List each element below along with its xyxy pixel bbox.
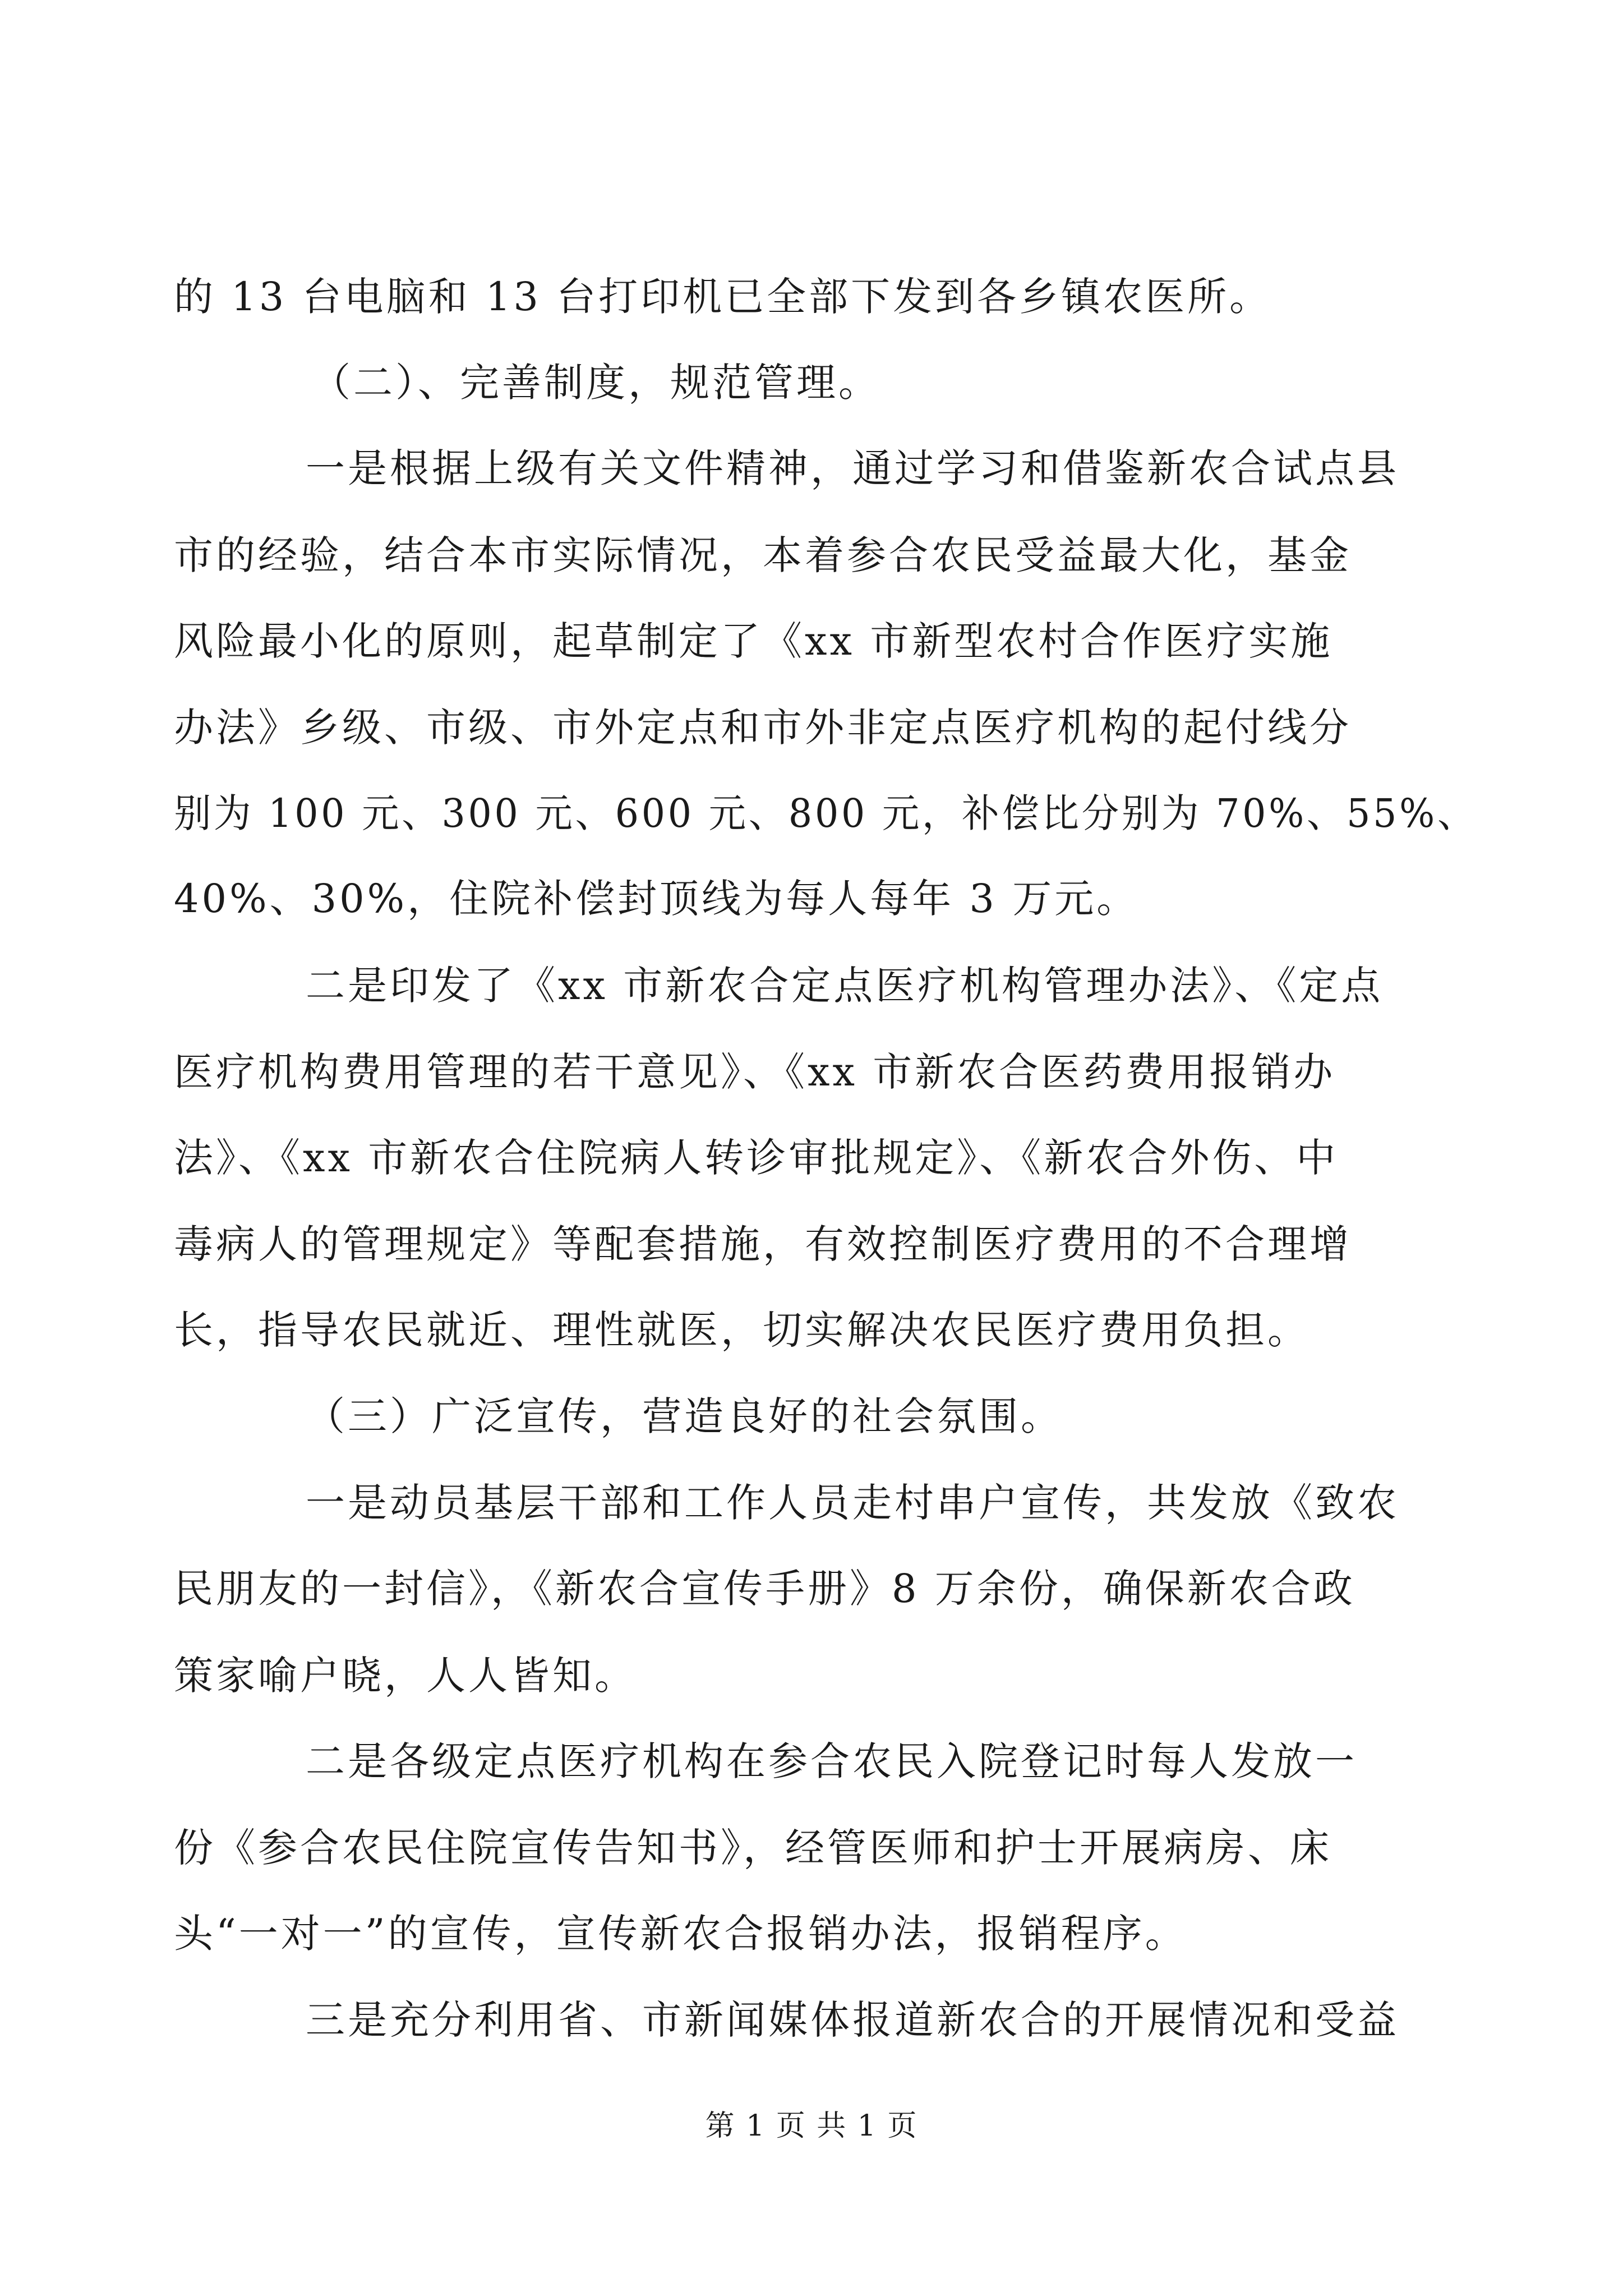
body-line: 办法》乡级、市级、市外定点和市外非定点医疗机构的起付线分	[174, 705, 1352, 751]
body-line: 别为 100 元、300 元、600 元、800 元，补偿比分别为 70%、55%、	[174, 790, 1478, 836]
body-line: 民朋友的一封信》，《新农合宣传手册》8 万余份，确保新农合政	[174, 1566, 1355, 1612]
body-line: 一是根据上级有关文件精神，通过学习和借鉴新农合试点县	[306, 445, 1399, 491]
body-line: 三是充分利用省、市新闻媒体报道新农合的开展情况和受益	[306, 1997, 1399, 2043]
body-line: 市的经验，结合本市实际情况，本着参合农民受益最大化，基金	[174, 532, 1352, 578]
body-line: 二是印发了《xx 市新农合定点医疗机构管理办法》、《定点	[306, 963, 1384, 1009]
body-line: 毒病人的管理规定》等配套措施，有效控制医疗费用的不合理增	[174, 1221, 1352, 1267]
body-line: 头“一对一”的宣传，宣传新农合报销办法，报销程序。	[174, 1911, 1187, 1957]
body-line: 二是各级定点医疗机构在参合农民入院登记时每人发放一	[306, 1738, 1357, 1784]
body-line: 一是动员基层干部和工作人员走村串户宣传，共发放《致农	[306, 1480, 1399, 1526]
page-footer: 第 1 页 共 1 页	[705, 2109, 918, 2143]
body-line: 40%、30%，住院补偿封顶线为每人每年 3 万元。	[174, 876, 1139, 922]
body-line: 份《参合农民住院宣传告知书》，经管医师和护士开展病房、床	[174, 1825, 1332, 1871]
body-line: 长，指导农民就近、理性就医，切实解决农民医疗费用负担。	[174, 1307, 1310, 1353]
body-line: 医疗机构费用管理的若干意见》、《xx 市新农合医药费用报销办	[174, 1049, 1336, 1095]
body-line: 的 13 台电脑和 13 台打印机已全部下发到各乡镇农医所。	[174, 274, 1272, 320]
body-line: 策家喻户晓，人人皆知。	[174, 1653, 637, 1699]
section-heading: （二）、完善制度，规范管理。	[311, 360, 880, 406]
body-line: 风险最小化的原则，起草制定了《xx 市新型农村合作医疗实施	[174, 618, 1333, 664]
section-heading: （三）广泛宣传，营造良好的社会氛围。	[306, 1393, 1063, 1439]
body-line: 法》、《xx 市新农合住院病人转诊审批规定》、《新农合外伤、中	[174, 1135, 1339, 1181]
